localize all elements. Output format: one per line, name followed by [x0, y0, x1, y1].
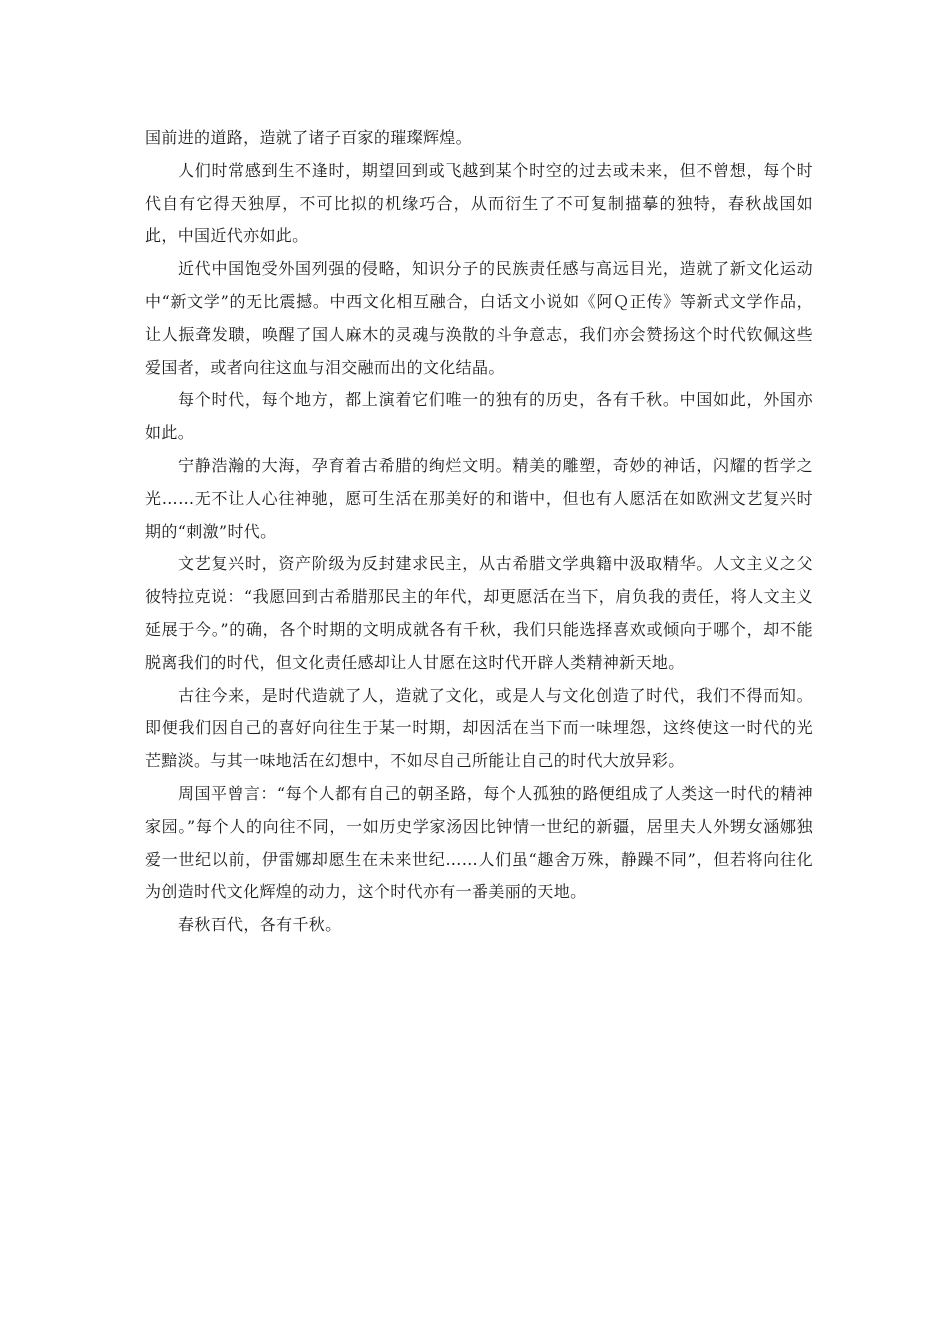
- paragraph-8: 周国平曾言：“每个人都有自己的朝圣路，每个人孤独的路便组成了人类这一时代的精神家园。”每个人的向往不同，一如历史学家汤因比钟情一世纪的新疆，居里夫人外甥女涵娜独爱一世纪以前，伊雷娜却愿生在未来世纪……人们虽“趣舍万殊，静躁不同”，但若将向往化为创造时代文化辉煌的动力，这个时代亦有一番美丽的天地。: [145, 783, 813, 902]
- paragraph-4: 每个时代，每个地方，都上演着它们唯一的独有的历史，各有千秋。中国如此，外国亦如此。: [145, 390, 813, 443]
- essay-body: [145, 122, 813, 942]
- paragraph-3: 近代中国饱受外国列强的侵略，知识分子的民族责任感与高远目光，造就了新文化运动中“新文学”的无比震撼。中西文化相互融合，白话文小说如《阿Ｑ正传》等新式文学作品，让人振聋发聩，唤醒了国人麻木的灵魂与涣散的斗争意志，我们亦会赞扬这个时代钦佩这些爱国者，或者向往这血与泪交融而出的文化结晶。: [145, 259, 813, 377]
- paragraph-7: 古往今来，是时代造就了人，造就了文化，或是人与文化创造了时代，我们不得而知。即便我们因自己的喜好向往生于某一时期，却因活在当下而一味埋怨，这终使这一时代的光芒黯淡。与其一味地活在幻想中，不如尽自己所能让自己的时代大放异彩。: [145, 685, 813, 771]
- paragraph-1: 国前进的道路，造就了诸子百家的璀璨辉煌。: [145, 128, 473, 147]
- paragraph-5: 宁静浩瀚的大海，孕育着古希腊的绚烂文明。精美的雕塑，奇妙的神话，闪耀的哲学之光……无不让人心往神驰，愿可生活在那美好的和谐中，但也有人愿活在如欧洲文艺复兴时期的“刺激”时代。: [145, 455, 813, 541]
- paragraph-2: 人们时常感到生不逢时，期望回到或飞越到某个时空的过去或未来，但不曾想，每个时代自有它得天独厚，不可比拟的机缘巧合，从而衍生了不可复制描摹的独特，春秋战国如此，中国近代亦如此。: [145, 160, 813, 246]
- paragraph-9: 春秋百代，各有千秋。: [178, 915, 342, 935]
- paragraph-6: 文艺复兴时，资产阶级为反封建求民主，从古希腊文学典籍中汲取精华。人文主义之父彼特拉克说：“我愿回到古希腊那民主的年代，却更愿活在当下，肩负我的责任，将人文主义延展于今。”的确，各个时期的文明成就各有千秋，我们只能选择喜欢或倾向于哪个，却不能脱离我们的时代，但文化责任感却让人甘愿在这时代开辟人类精神新天地。: [145, 554, 813, 672]
